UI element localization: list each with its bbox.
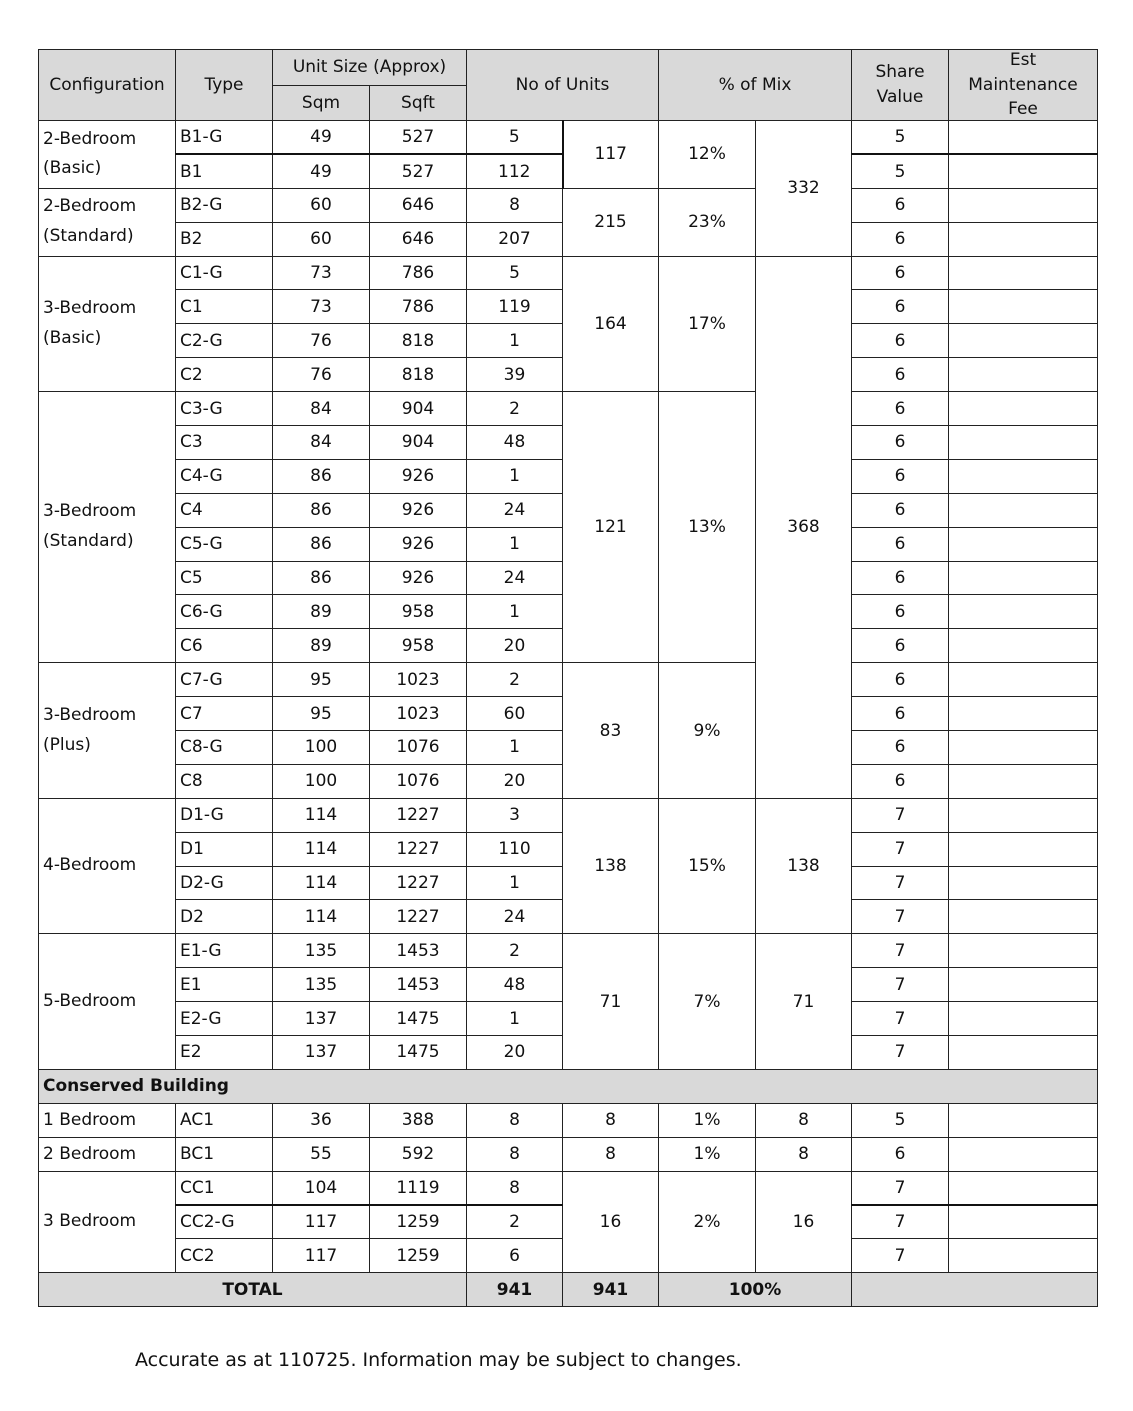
table-row xyxy=(39,256,1098,290)
units-cell: 5 xyxy=(467,121,563,155)
group-mix-cell: 15% xyxy=(659,798,756,934)
type-cell: B2-G xyxy=(176,188,273,222)
sqm-cell: 86 xyxy=(273,459,370,493)
type-cell: B1 xyxy=(176,154,273,188)
units-cell: 1 xyxy=(467,731,563,765)
share-cell: 6 xyxy=(852,324,949,358)
sqft-cell: 786 xyxy=(370,256,467,290)
table-row xyxy=(39,1137,1098,1171)
group-mix-cell: 9% xyxy=(659,663,756,799)
type-cell: CC2 xyxy=(176,1239,273,1273)
units-cell: 20 xyxy=(467,764,563,798)
sqft-cell: 1119 xyxy=(370,1171,467,1205)
total-blank xyxy=(852,1273,1098,1307)
units-cell: 2 xyxy=(467,1205,563,1239)
header-share-value-line1: Share xyxy=(875,62,925,83)
sqm-cell: 60 xyxy=(273,188,370,222)
fee-cell xyxy=(949,459,1098,493)
type-cell: C4-G xyxy=(176,459,273,493)
sqm-cell: 104 xyxy=(273,1171,370,1205)
type-cell: C1-G xyxy=(176,256,273,290)
sqm-cell: 137 xyxy=(273,1036,370,1070)
share-cell: 6 xyxy=(852,188,949,222)
units-cell: 8 xyxy=(467,1171,563,1205)
fee-cell xyxy=(949,663,1098,697)
units-cell: 3 xyxy=(467,798,563,832)
type-cell: C2 xyxy=(176,358,273,392)
total-label: TOTAL xyxy=(39,1273,467,1307)
share-cell: 7 xyxy=(852,1171,949,1205)
table-row xyxy=(39,934,1098,968)
config-cell: 2 Bedroom xyxy=(39,1137,176,1171)
sqm-cell: 95 xyxy=(273,697,370,731)
fee-cell xyxy=(949,798,1098,832)
group-mix-cell: 1% xyxy=(659,1137,756,1171)
units-cell: 8 xyxy=(467,1103,563,1137)
sqm-cell: 73 xyxy=(273,290,370,324)
table-row xyxy=(39,1103,1098,1137)
sqft-cell: 1475 xyxy=(370,1036,467,1070)
fee-cell xyxy=(949,629,1098,663)
share-cell: 6 xyxy=(852,392,949,426)
units-cell: 24 xyxy=(467,900,563,934)
fee-cell xyxy=(949,324,1098,358)
sqm-cell: 86 xyxy=(273,561,370,595)
sqft-cell: 1227 xyxy=(370,832,467,866)
units-cell: 5 xyxy=(467,256,563,290)
header-unit-size: Unit Size (Approx) xyxy=(273,50,467,86)
share-cell: 7 xyxy=(852,1205,949,1239)
type-cell: E2-G xyxy=(176,1002,273,1036)
share-cell: 6 xyxy=(852,1137,949,1171)
type-cell: E2 xyxy=(176,1036,273,1070)
share-cell: 6 xyxy=(852,459,949,493)
type-cell: C7-G xyxy=(176,663,273,697)
group-mix-cell: 13% xyxy=(659,392,756,663)
share-cell: 7 xyxy=(852,1036,949,1070)
sqm-cell: 135 xyxy=(273,934,370,968)
share-cell: 6 xyxy=(852,358,949,392)
share-cell: 7 xyxy=(852,900,949,934)
type-cell: CC2-G xyxy=(176,1205,273,1239)
units-cell: 2 xyxy=(467,934,563,968)
sqft-cell: 388 xyxy=(370,1103,467,1137)
type-cell: D1 xyxy=(176,832,273,866)
type-cell: D1-G xyxy=(176,798,273,832)
units-cell: 112 xyxy=(467,154,563,188)
type-cell: D2 xyxy=(176,900,273,934)
type-cell: E1 xyxy=(176,968,273,1002)
config-cell: 2-Bedroom (Standard) xyxy=(39,188,176,256)
sqft-cell: 1227 xyxy=(370,900,467,934)
section-row xyxy=(39,1069,1098,1103)
type-cell: CC1 xyxy=(176,1171,273,1205)
type-cell: BC1 xyxy=(176,1137,273,1171)
type-cell: C3 xyxy=(176,426,273,460)
units-cell: 1 xyxy=(467,527,563,561)
group-mix-cell: 12% xyxy=(659,121,756,189)
sqm-cell: 100 xyxy=(273,731,370,765)
type-cell: E1-G xyxy=(176,934,273,968)
sqft-cell: 1453 xyxy=(370,968,467,1002)
units-cell: 20 xyxy=(467,1036,563,1070)
group-units-cell: 83 xyxy=(563,663,659,799)
sqft-cell: 818 xyxy=(370,324,467,358)
unit-mix-table xyxy=(38,49,1098,1307)
fee-cell xyxy=(949,697,1098,731)
share-cell: 6 xyxy=(852,663,949,697)
share-cell: 5 xyxy=(852,154,949,188)
type-cell: B2 xyxy=(176,222,273,256)
fee-cell xyxy=(949,595,1098,629)
fee-cell xyxy=(949,256,1098,290)
sqft-cell: 646 xyxy=(370,188,467,222)
header-pct-mix: % of Mix xyxy=(659,50,852,121)
sqm-cell: 86 xyxy=(273,527,370,561)
config-cell: 2-Bedroom (Basic) xyxy=(39,121,176,189)
sqft-cell: 592 xyxy=(370,1137,467,1171)
share-cell: 6 xyxy=(852,290,949,324)
share-cell: 7 xyxy=(852,798,949,832)
header-share-value xyxy=(852,50,949,121)
sqft-cell: 904 xyxy=(370,426,467,460)
sqm-cell: 73 xyxy=(273,256,370,290)
header-est-line1: Est xyxy=(1009,50,1037,70)
sqft-cell: 1023 xyxy=(370,663,467,697)
fee-cell xyxy=(949,121,1098,155)
units-cell: 24 xyxy=(467,561,563,595)
sqm-cell: 36 xyxy=(273,1103,370,1137)
sqm-cell: 114 xyxy=(273,832,370,866)
units-cell: 2 xyxy=(467,392,563,426)
fee-cell xyxy=(949,561,1098,595)
group-units-cell: 71 xyxy=(563,934,659,1070)
units-cell: 1 xyxy=(467,866,563,900)
units-cell: 207 xyxy=(467,222,563,256)
sqm-cell: 76 xyxy=(273,324,370,358)
share-cell: 7 xyxy=(852,968,949,1002)
group-mix-cell: 7% xyxy=(659,934,756,1070)
fee-cell xyxy=(949,290,1098,324)
fee-cell xyxy=(949,1137,1098,1171)
table-row xyxy=(39,392,1098,426)
header-est-line3: Fee xyxy=(1008,99,1038,116)
fee-cell xyxy=(949,1103,1098,1137)
sqm-cell: 135 xyxy=(273,968,370,1002)
header-no-of-units: No of Units xyxy=(467,50,659,121)
config-cell: 5-Bedroom xyxy=(39,934,176,1070)
type-cell: C3-G xyxy=(176,392,273,426)
sqm-cell: 114 xyxy=(273,798,370,832)
group-units-cell: 8 xyxy=(563,1137,659,1171)
fee-cell xyxy=(949,222,1098,256)
sqm-cell: 49 xyxy=(273,121,370,155)
fee-cell xyxy=(949,900,1098,934)
sqm-cell: 86 xyxy=(273,493,370,527)
sqft-cell: 1076 xyxy=(370,764,467,798)
sqft-cell: 1023 xyxy=(370,697,467,731)
share-cell: 6 xyxy=(852,222,949,256)
units-cell: 8 xyxy=(467,188,563,222)
sqm-cell: 55 xyxy=(273,1137,370,1171)
total-units-sum: 941 xyxy=(563,1273,659,1307)
sqft-cell: 1227 xyxy=(370,798,467,832)
share-cell: 5 xyxy=(852,1103,949,1137)
sqft-cell: 527 xyxy=(370,154,467,188)
config-cell: 4-Bedroom xyxy=(39,798,176,934)
fee-cell xyxy=(949,1239,1098,1273)
sqft-cell: 1227 xyxy=(370,866,467,900)
type-cell: C1 xyxy=(176,290,273,324)
fee-cell xyxy=(949,1036,1098,1070)
group-mix-cell: 1% xyxy=(659,1103,756,1137)
total-mix: 100% xyxy=(659,1273,852,1307)
sqm-cell: 84 xyxy=(273,426,370,460)
share-cell: 7 xyxy=(852,1002,949,1036)
share-cell: 6 xyxy=(852,629,949,663)
header-configuration: Configuration xyxy=(39,50,176,121)
sqft-cell: 926 xyxy=(370,527,467,561)
share-cell: 7 xyxy=(852,1239,949,1273)
sqft-cell: 1453 xyxy=(370,934,467,968)
group-units-cell: 8 xyxy=(563,1103,659,1137)
share-cell: 7 xyxy=(852,934,949,968)
bedroom-total-cell: 138 xyxy=(756,798,852,934)
header-est-line2: Maintenance xyxy=(968,74,1078,95)
type-cell: C2-G xyxy=(176,324,273,358)
bedroom-total-cell: 332 xyxy=(756,121,852,257)
sqm-cell: 100 xyxy=(273,764,370,798)
share-cell: 7 xyxy=(852,866,949,900)
share-cell: 6 xyxy=(852,595,949,629)
header-type: Type xyxy=(176,50,273,121)
group-mix-cell: 23% xyxy=(659,188,756,256)
sqm-cell: 114 xyxy=(273,866,370,900)
total-units: 941 xyxy=(467,1273,563,1307)
sqft-cell: 646 xyxy=(370,222,467,256)
header-sqft: Sqft xyxy=(370,86,467,121)
header-share-value-line2: Value xyxy=(876,87,924,107)
units-cell: 6 xyxy=(467,1239,563,1273)
table-row xyxy=(39,798,1098,832)
share-cell: 6 xyxy=(852,493,949,527)
sqm-cell: 89 xyxy=(273,595,370,629)
units-cell: 1 xyxy=(467,324,563,358)
fee-cell xyxy=(949,934,1098,968)
units-cell: 1 xyxy=(467,1002,563,1036)
sqm-cell: 117 xyxy=(273,1205,370,1239)
type-cell: AC1 xyxy=(176,1103,273,1137)
sqft-cell: 1259 xyxy=(370,1239,467,1273)
sqft-cell: 1076 xyxy=(370,731,467,765)
config-cell: 3-Bedroom (Standard) xyxy=(39,392,176,663)
sqft-cell: 527 xyxy=(370,121,467,155)
share-cell: 6 xyxy=(852,561,949,595)
sqm-cell: 49 xyxy=(273,154,370,188)
group-units-cell: 215 xyxy=(563,188,659,256)
sqft-cell: 926 xyxy=(370,561,467,595)
fee-cell xyxy=(949,731,1098,765)
fee-cell xyxy=(949,392,1098,426)
sqm-cell: 84 xyxy=(273,392,370,426)
share-cell: 6 xyxy=(852,731,949,765)
units-cell: 48 xyxy=(467,968,563,1002)
fee-cell xyxy=(949,832,1098,866)
type-cell: C6-G xyxy=(176,595,273,629)
group-mix-cell: 2% xyxy=(659,1171,756,1273)
units-cell: 60 xyxy=(467,697,563,731)
share-cell: 6 xyxy=(852,256,949,290)
units-cell: 8 xyxy=(467,1137,563,1171)
type-cell: C6 xyxy=(176,629,273,663)
units-cell: 24 xyxy=(467,493,563,527)
fee-cell xyxy=(949,764,1098,798)
type-cell: C5 xyxy=(176,561,273,595)
bedroom-total-cell: 8 xyxy=(756,1137,852,1171)
group-units-cell: 117 xyxy=(563,121,659,189)
config-cell: 3 Bedroom xyxy=(39,1171,176,1273)
sqm-cell: 89 xyxy=(273,629,370,663)
fee-cell xyxy=(949,968,1098,1002)
units-cell: 2 xyxy=(467,663,563,697)
share-cell: 6 xyxy=(852,527,949,561)
share-cell: 6 xyxy=(852,764,949,798)
group-units-cell: 16 xyxy=(563,1171,659,1273)
units-cell: 1 xyxy=(467,459,563,493)
footnote: Accurate as at 110725. Information may be subject to changes. xyxy=(135,1349,742,1371)
type-cell: C4 xyxy=(176,493,273,527)
sqm-cell: 117 xyxy=(273,1239,370,1273)
type-cell: C8-G xyxy=(176,731,273,765)
section-conserved-building: Conserved Building xyxy=(39,1069,1098,1103)
fee-cell xyxy=(949,1002,1098,1036)
units-cell: 1 xyxy=(467,595,563,629)
units-cell: 39 xyxy=(467,358,563,392)
group-units-cell: 121 xyxy=(563,392,659,663)
sqft-cell: 786 xyxy=(370,290,467,324)
share-cell: 7 xyxy=(852,832,949,866)
sqm-cell: 114 xyxy=(273,900,370,934)
type-cell: C5-G xyxy=(176,527,273,561)
config-cell: 3-Bedroom (Basic) xyxy=(39,256,176,392)
config-cell: 1 Bedroom xyxy=(39,1103,176,1137)
fee-cell xyxy=(949,493,1098,527)
header-sqm: Sqm xyxy=(273,86,370,121)
group-mix-cell: 17% xyxy=(659,256,756,392)
fee-cell xyxy=(949,154,1098,188)
fee-cell xyxy=(949,1205,1098,1239)
fee-cell xyxy=(949,1171,1098,1205)
fee-cell xyxy=(949,426,1098,460)
header-est-maintenance-fee xyxy=(949,50,1098,121)
units-cell: 48 xyxy=(467,426,563,460)
total-row xyxy=(39,1273,1098,1307)
fee-cell xyxy=(949,188,1098,222)
sqm-cell: 95 xyxy=(273,663,370,697)
share-cell: 5 xyxy=(852,121,949,155)
sqft-cell: 1259 xyxy=(370,1205,467,1239)
units-cell: 110 xyxy=(467,832,563,866)
config-cell: 3-Bedroom (Plus) xyxy=(39,663,176,799)
bedroom-total-cell: 8 xyxy=(756,1103,852,1137)
type-cell: B1-G xyxy=(176,121,273,155)
table-row xyxy=(39,121,1098,155)
sqft-cell: 1475 xyxy=(370,1002,467,1036)
table-row xyxy=(39,1171,1098,1205)
fee-cell xyxy=(949,866,1098,900)
group-units-cell: 164 xyxy=(563,256,659,392)
table-row xyxy=(39,663,1098,697)
bedroom-total-cell: 71 xyxy=(756,934,852,1070)
type-cell: D2-G xyxy=(176,866,273,900)
sqft-cell: 926 xyxy=(370,459,467,493)
bedroom-total-cell: 368 xyxy=(756,256,852,798)
fee-cell xyxy=(949,527,1098,561)
table-row xyxy=(39,188,1098,222)
sqft-cell: 958 xyxy=(370,595,467,629)
sqft-cell: 818 xyxy=(370,358,467,392)
sqft-cell: 926 xyxy=(370,493,467,527)
type-cell: C8 xyxy=(176,764,273,798)
bedroom-total-cell: 16 xyxy=(756,1171,852,1273)
sqft-cell: 904 xyxy=(370,392,467,426)
units-cell: 119 xyxy=(467,290,563,324)
sqm-cell: 137 xyxy=(273,1002,370,1036)
group-units-cell: 138 xyxy=(563,798,659,934)
units-cell: 20 xyxy=(467,629,563,663)
share-cell: 6 xyxy=(852,426,949,460)
sqm-cell: 60 xyxy=(273,222,370,256)
share-cell: 6 xyxy=(852,697,949,731)
sqft-cell: 958 xyxy=(370,629,467,663)
type-cell: C7 xyxy=(176,697,273,731)
fee-cell xyxy=(949,358,1098,392)
sqm-cell: 76 xyxy=(273,358,370,392)
